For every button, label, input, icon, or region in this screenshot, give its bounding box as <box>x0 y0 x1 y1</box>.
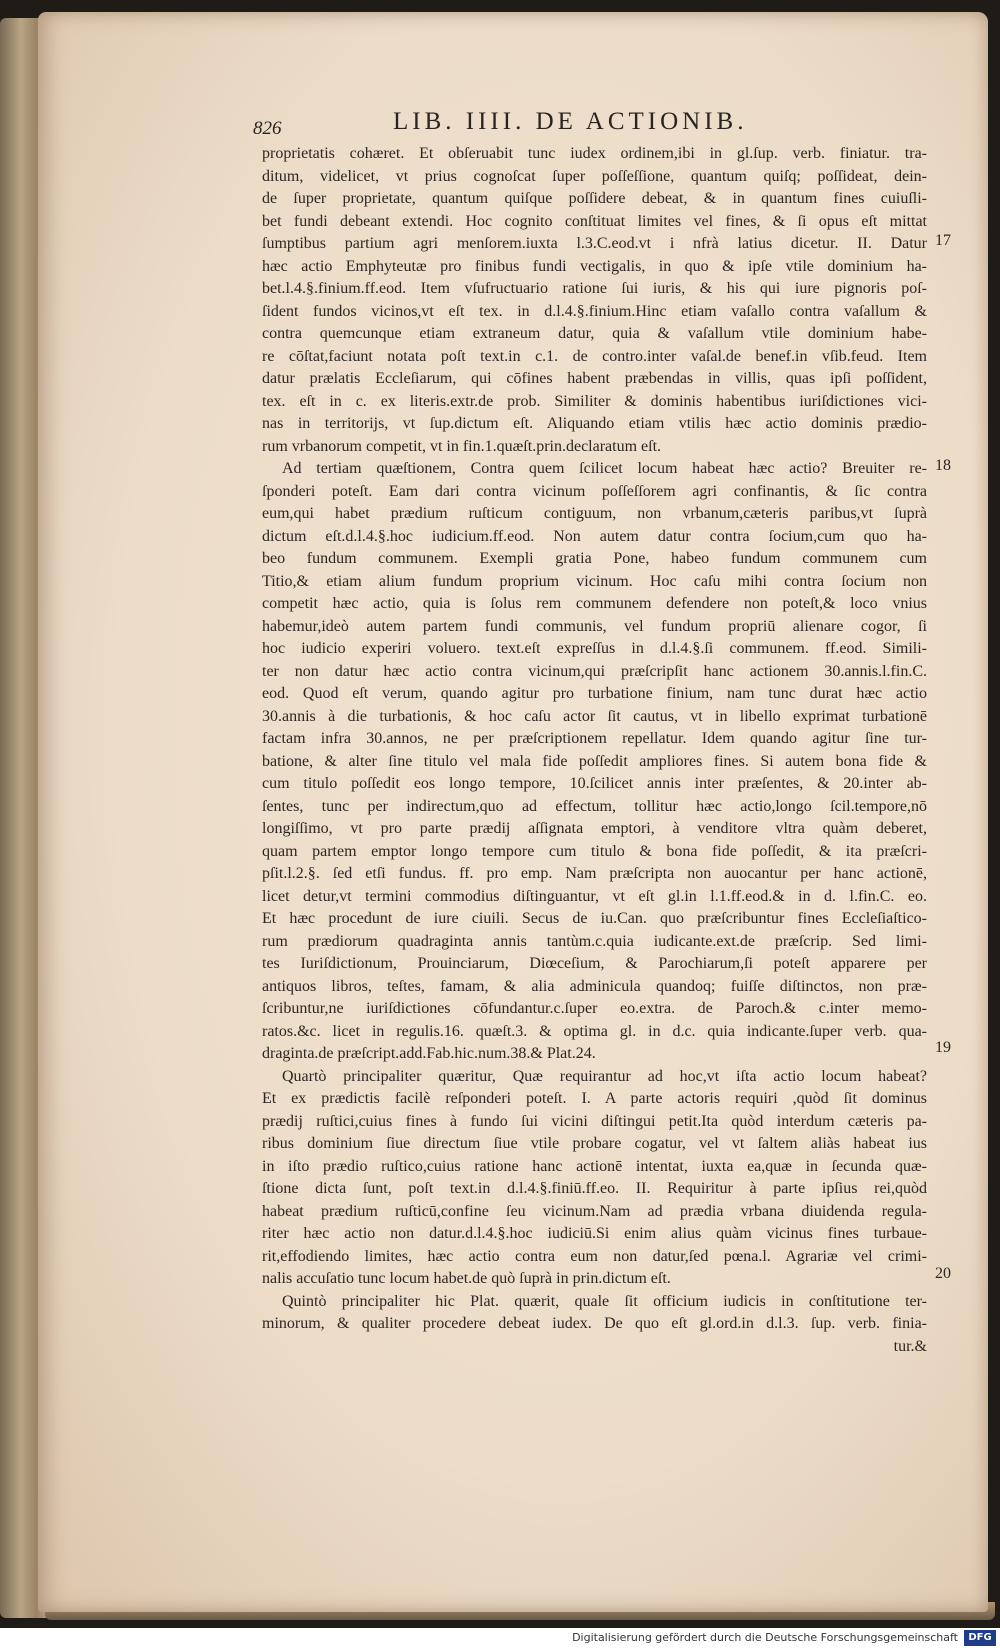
text-line: minorum, & qualiter procedere debeat iudex. De quo eſt gl.ord.in d.l.3. ſup. verb. finia- <box>262 1315 927 1332</box>
text-line: hæc actio Emphyteutæ pro finibus fundi vectigalis, in quo & ipſe vtile dominium ha- <box>262 257 927 275</box>
text-line: rum vrbanorum competit, vt in fin.1.quæſt.prin.declaratum eſt. <box>262 437 662 455</box>
text-line: tes Iuriſdictionum, Prouinciarum, Diœceſium, & Parochiarum,ſi poteſt apparere per <box>262 955 927 972</box>
text-line: Et hæc procedunt de iure ciuili. Secus de iu.Can. quo præſcribuntur fines Eccleſiaſtico- <box>262 910 927 927</box>
text-line: ſcribuntur,ne iuriſdictiones cōfundantur.c.ſuper eo.extra. de Paroch.& c.inter memo- <box>262 1000 927 1017</box>
text-line: ſumptibus partium agri menſorem.iuxta l.3.C.eod.vt i nfrà latius dicetur. II. Datur <box>262 235 927 252</box>
page-number: 826 <box>253 118 282 139</box>
footer-bar <box>0 1628 1000 1650</box>
paragraph-start-line: Ad tertiam quæſtionem, Contra quem ſcilicet locum habeat hæc actio? Breuiter re- <box>282 460 927 477</box>
text-line: ſtione dicta ſunt, poſt text.in d.l.4.§.finiū.ff.eo. II. Requiritur à parte ipſius rei,quòd <box>262 1180 927 1197</box>
text-line: de ſuper proprietate, quantum quiſque poſſidere debeat, & in quantum fines cuiuſli- <box>262 190 927 207</box>
text-line: ſentes, tunc per indirectum,quo ad effectum, tollitur hæc actio,longo ſcil.tempore,nō <box>262 797 927 815</box>
text-line: dictum eſt.d.l.4.§.hoc iudicium.ff.eod. Non autem datur contra ſocium,cum quo ha- <box>262 527 927 545</box>
text-line: riter hæc actio non datur.d.l.4.§.hoc iudiciū.Si enim alius quàm vicinus fines turbaue- <box>262 1225 927 1242</box>
text-line: competit hæc actio, quia is ſolus rem communem defendere non poteſt,& loco vnius <box>262 595 927 612</box>
text-line: in iſto prædio ruſtico,cuius ratione hanc actionē intentat, iuxta ea,quæ in ſecunda quæ- <box>262 1157 927 1175</box>
text-line: rit,effodiendo limites, hæc actio contra eum non datur,ſed pœna.l. Agrariæ vel crimi- <box>262 1247 927 1265</box>
text-line: quam partem emptor longo tempore cum titulo & bona fide poſſedit, & ita præſcri- <box>262 842 927 860</box>
text-line: rum prædiorum quadraginta annis tantùm.c.quia iudicante.ext.de præſcrip. Sed limi- <box>262 932 927 950</box>
margin-number: 19 <box>935 1039 951 1056</box>
text-line: habemur,ideò autem partem fundi communis, vel fundum propriū alienare cogor, ſi <box>262 617 927 635</box>
text-line: habeat prædium ruſticū,confine ſeu vicinum.Nam ad prædia vrbana diuidenda regula- <box>262 1202 927 1220</box>
paragraph-start-line: Quartò principaliter quæritur, Quæ requirantur ad hoc,vt iſta actio locum habeat? <box>282 1067 927 1085</box>
text-line: ditum, videlicet, vt prius cognoſcat ſuper poſſeſſione, quantum quiſq; poſſideat, dein- <box>262 167 927 185</box>
text-line: 30.annis à die turbationis, & hoc caſu actor ſit cautus, vt in libello exprimat turbationē <box>262 707 927 725</box>
text-line: re cōſtat,faciunt notata poſt text.in c.1. de contro.inter vaſal.de benef.in vſib.feud. Item <box>262 347 927 365</box>
text-line: bet.l.4.§.finium.ff.eod. Item vſufructuario ratione ſui iuris, & his qui iure pignoris poſ- <box>262 280 927 297</box>
text-line: Titio,& etiam alium fundum proprium vicinum. Hoc caſu mihi contra ſocium non <box>262 572 927 590</box>
text-line: ſident fundos vicinos,vt eſt tex. in d.l.4.§.finium.Hinc etiam vaſallo contra vaſallum & <box>262 302 927 320</box>
text-line: factam infra 30.annos, ne per præſcriptionem repellatur. Idem quando agitur ſine tur- <box>262 730 927 747</box>
funding-credit: Digitalisierung gefördert durch die Deutsche Forschungsgemeinschaft <box>572 1631 958 1644</box>
text-line: ter non datur hæc actio contra vicinum,qui præſcripſit hanc actionem 30.annis.l.fin.C. <box>262 662 927 680</box>
text-line: licet detur,vt termini commodius diſtinguantur, vt eſt gl.in l.1.ff.eod.& in d. l.fin.C. eo. <box>262 887 927 905</box>
text-line: ratos.&c. licet in regulis.16. quæſt.3. & optima gl. in d.c. quia indicante.ſuper verb. qua- <box>262 1022 927 1040</box>
text-line: prædij ruſtici,cuius fines à fundo ſui vicini diſtingui petit.Ita quòd interdum cæteris pa- <box>262 1112 927 1130</box>
page-header <box>253 108 813 148</box>
catchword: tur.& <box>893 1337 927 1355</box>
margin-number: 17 <box>935 232 951 249</box>
dfg-logo: DFG <box>964 1630 996 1646</box>
text-line: tex. eſt in c. ex literis.extr.de prob. Similiter & dominis habentibus iuriſdictiones vici- <box>262 392 927 410</box>
text-line: antiquos libros, teſtes, famam, & alia adminicula quandoq; fuiſſe diſtinctos, non præ- <box>262 977 927 995</box>
text-line: eum,qui habet prædium ruſticum contiguum, non vrbanum,cæteris paribus,vt ſuprà <box>262 505 927 522</box>
running-head: LIB. IIII. DE ACTIONIB. <box>393 108 748 135</box>
text-line: nas in territorijs, vt ſup.dictum eſt. Aliquando etiam vtilis hæc actio dominis prædio- <box>262 415 927 432</box>
text-line: hoc iudicio experiri voluero. text.eſt expreſſus in d.l.4.§.ſi communem. ff.eod. Simili- <box>262 640 927 657</box>
margin-number: 20 <box>935 1265 951 1282</box>
text-line: draginta.de præſcript.add.Fab.hic.num.38.& Plat.24. <box>262 1045 596 1062</box>
text-line: contra quemcunque etiam extraneum datur, quia & vaſallum vtile dominium habe- <box>262 325 927 342</box>
text-line: eod. Quod eſt verum, quando agitur pro turbatione finium, nam tunc durat hæc actio <box>262 685 927 702</box>
paragraph-start-line: Quintò principaliter hic Plat. quærit, quale ſit officium iudicis in conſtitutione ter- <box>282 1292 927 1310</box>
text-line: Et ex prædictis facilè reſponderi poteſt. I. A parte actoris requiri ,quòd ſit dominus <box>262 1090 927 1107</box>
text-line: beo fundum communem. Exempli gratia Pone, habeo fundum communem cum <box>262 550 927 567</box>
body-text <box>262 143 927 1358</box>
margin-number: 18 <box>935 457 951 474</box>
text-line: ſponderi poteſt. Eam dari contra vicinum poſſeſſorem agri confinantis, & ſic contra <box>262 482 927 500</box>
text-line: cum titulo poſſedit eos longo tempore, 10.ſcilicet annis inter præſentes, & 20.inter ab- <box>262 775 927 792</box>
text-line: proprietatis cohæret. Et obſeruabit tunc iudex ordinem,ibi in gl.ſup. verb. finiatur. tra- <box>262 145 927 162</box>
text-line: longiſſimo, vt pro parte prædij aſſignata emptori, à venditore vltra quàm deberet, <box>262 820 927 837</box>
text-line: nalis accuſatio tunc locum habet.de quò ſuprà in prin.dictum eſt. <box>262 1270 671 1287</box>
text-line: bet fundi debeant extendi. Hoc cognito conſtituat limites vel fines, & ſi opus eſt mittat <box>262 212 927 230</box>
text-line: pſit.l.2.§. ſed etſi fundus. ff. pro emp. Nam præſcripta non auocantur per hanc actionē, <box>262 865 927 882</box>
text-line: batione, & alter ſine titulo vel mala fide poſſedit ampliores fines. Si autem bona fide & <box>262 752 927 770</box>
text-line: ribus dominium ſiue directum ſiue vtile probare cogatur, vel vt ſaltem aliàs habeat ius <box>262 1135 927 1152</box>
text-line: datur prælatis Eccleſiarum, qui cōfines habent præbendas in villis, quas ipſi poſſident, <box>262 370 927 387</box>
